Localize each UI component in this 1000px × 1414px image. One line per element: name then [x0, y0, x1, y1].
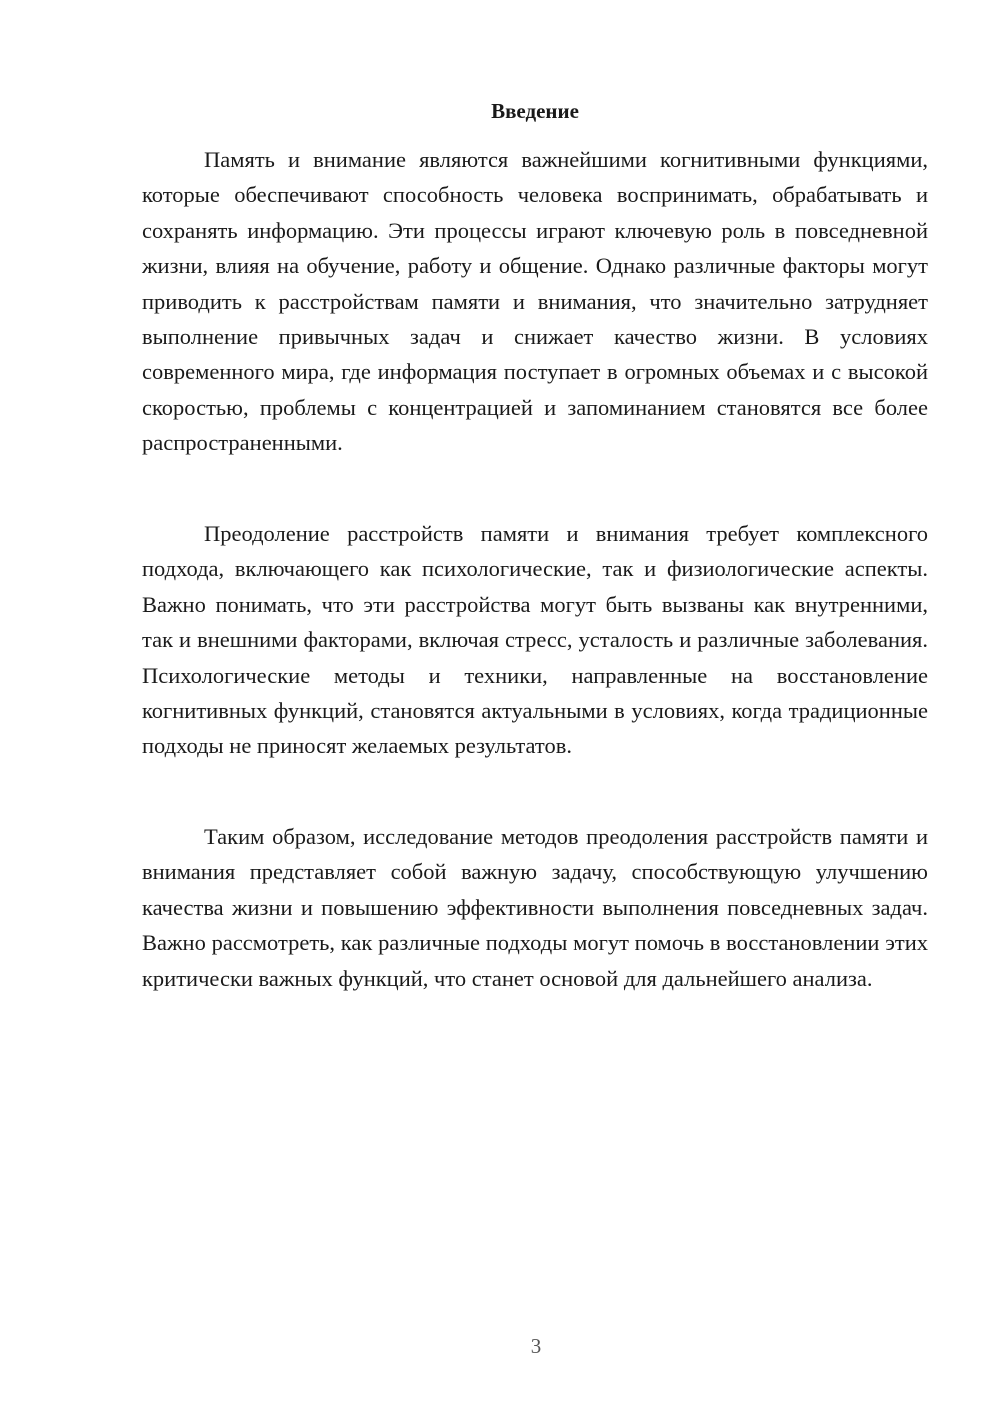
paragraph-3: Таким образом, исследование методов преодоления расстройств памяти и внимания представляет собой важную задачу, способствующую улучшению качества жизни и повышению эффективности выполнения повседневных задач. Важно рассмотреть, как различные подходы могут помочь в восстановлении этих критически важных функций, что станет основой для дальнейшего анализа.: [142, 824, 928, 991]
section-heading: Введение: [491, 99, 579, 123]
paragraph-1: Память и внимание являются важнейшими когнитивными функциями, которые обеспечивают способность человека воспринимать, обрабатывать и сохранять информацию. Эти процессы играют ключевую роль в повседневной жизни, влияя на обучение, работу и общение. Однако различные факторы могут приводить к расстройствам памяти и внимания, что значительно затрудняет выполнение привычных задач и снижает качество жизни. В условиях современного мира, где информация поступает в огромных объемах и с высокой скоростью, проблемы с концентрацией и запоминанием становятся все более распространенными.: [142, 147, 928, 456]
page-number: 3: [530, 1334, 542, 1358]
paragraph-2: Преодоление расстройств памяти и внимания требует комплексного подхода, включающего как психологические, так и физиологические аспекты. Важно понимать, что эти расстройства могут быть вызваны как внутренними, так и внешними факторами, включая стресс, усталость и различные заболевания. Психологические методы и техники, направленные на восстановление когнитивных функций, становятся актуальными в условиях, когда традиционные подходы не приносят желаемых результатов.: [142, 521, 928, 759]
